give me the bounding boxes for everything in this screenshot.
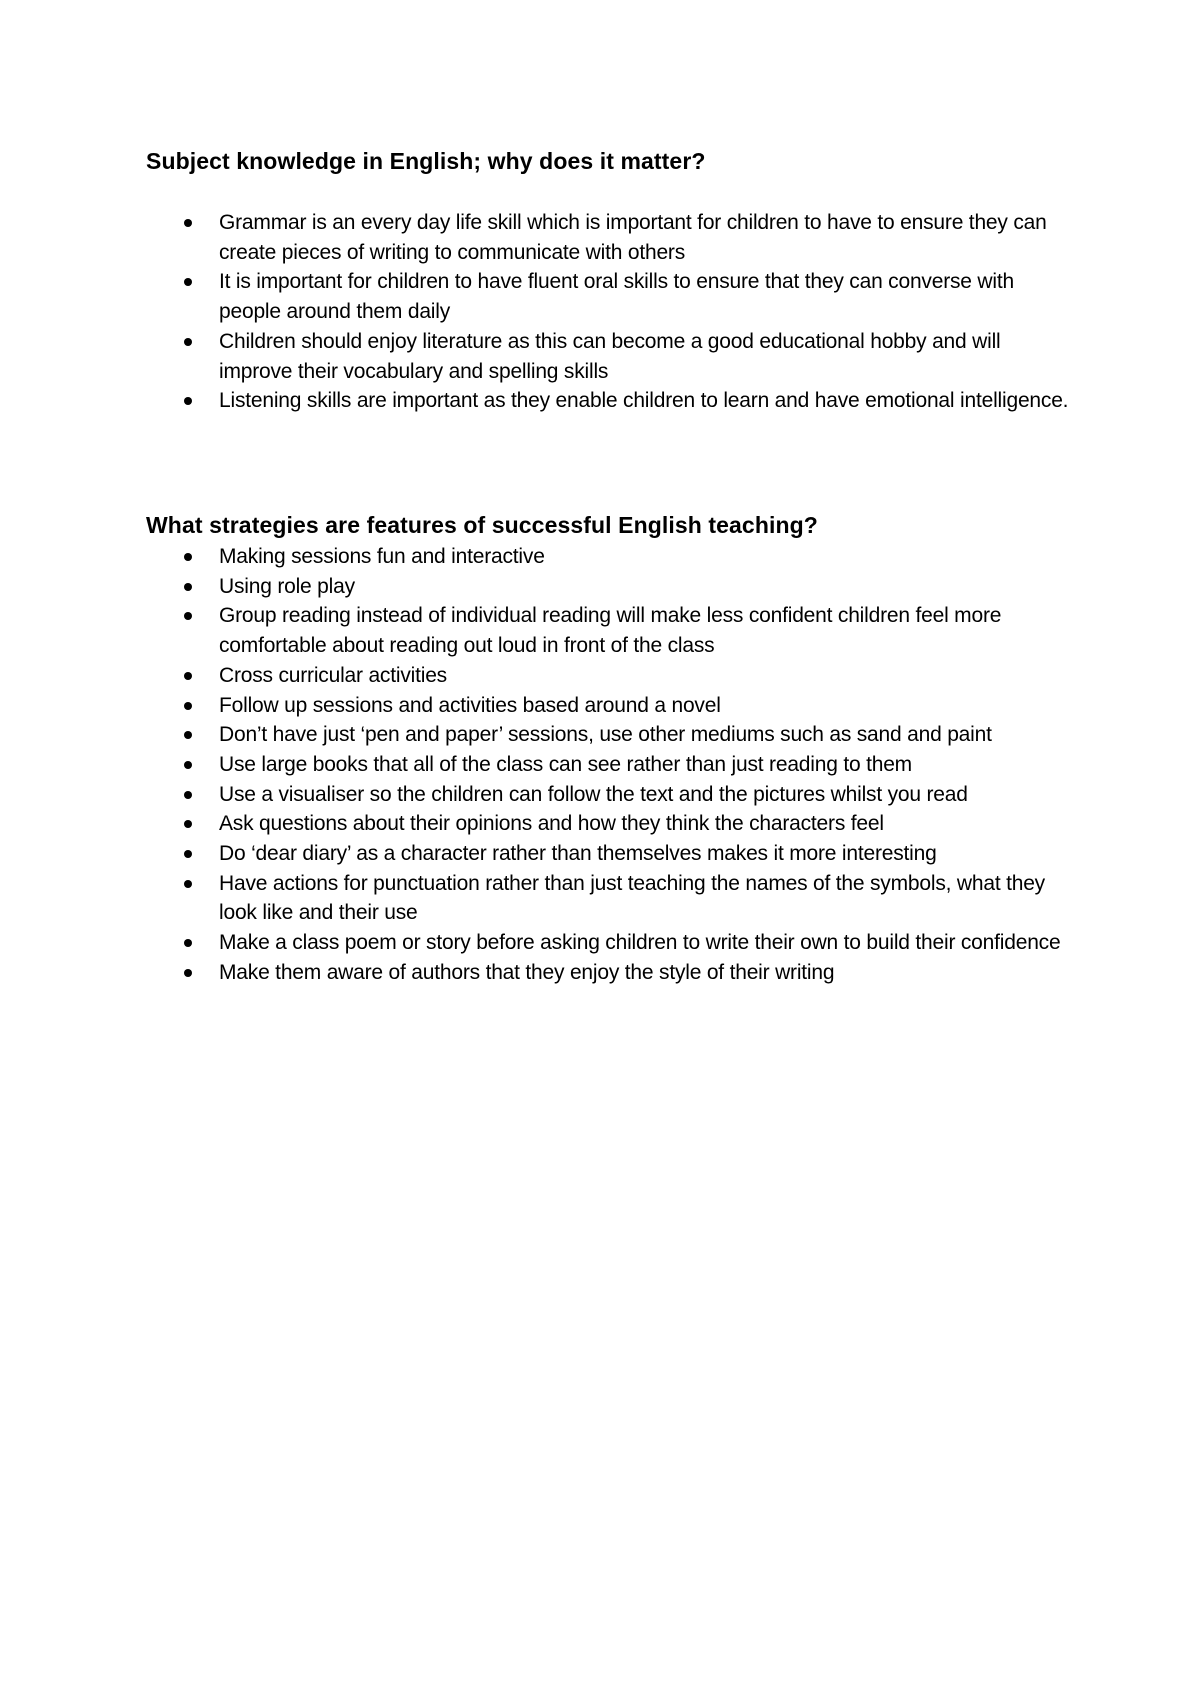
list-item-text: Make a class poem or story before asking children to write their own to build their confidence xyxy=(219,931,1061,955)
bullet-icon xyxy=(184,850,192,858)
list-item-text: Ask questions about their opinions and how they think the characters feel xyxy=(219,812,884,836)
list-item xyxy=(146,386,1076,416)
bullet-icon xyxy=(184,612,192,620)
bullet-icon xyxy=(184,338,192,346)
bullet-icon xyxy=(184,702,192,710)
list-item xyxy=(146,780,1076,810)
list-item xyxy=(146,809,1076,839)
list-item-text: Children should enjoy literature as this can become a good educational hobby and will improve their vocabulary and spelling skills xyxy=(219,329,1001,383)
list-item xyxy=(146,750,1076,780)
bullet-icon xyxy=(184,553,192,561)
list-item xyxy=(146,691,1076,721)
list-item xyxy=(146,208,1076,267)
list-item-text: It is important for children to have fluent oral skills to ensure that they can converse with people around them daily xyxy=(219,270,1014,324)
list-item xyxy=(146,661,1076,691)
bullet-icon xyxy=(184,820,192,828)
section-subject-knowledge xyxy=(146,144,1076,416)
list-item xyxy=(146,928,1076,958)
list-item xyxy=(146,572,1076,602)
bullet-icon xyxy=(184,219,192,227)
list-item-text: Group reading instead of individual reading will make less confident children feel more comfortable about reading out loud in front of the class xyxy=(219,604,1002,658)
list-item-text: Cross curricular activities xyxy=(219,663,447,687)
bullet-list xyxy=(146,542,1076,988)
bullet-icon xyxy=(184,583,192,591)
list-item xyxy=(146,958,1076,988)
bullet-list xyxy=(146,208,1076,416)
list-item-text: Listening skills are important as they enable children to learn and have emotional intelligence. xyxy=(219,389,1069,413)
bullet-icon xyxy=(184,880,192,888)
bullet-icon xyxy=(184,969,192,977)
list-item xyxy=(146,542,1076,572)
section-heading: What strategies are features of successful English teaching? xyxy=(146,512,818,538)
bullet-icon xyxy=(184,939,192,947)
bullet-icon xyxy=(184,731,192,739)
list-item-text: Do ‘dear diary’ as a character rather than themselves makes it more interesting xyxy=(219,842,937,866)
list-item-text: Make them aware of authors that they enjoy the style of their writing xyxy=(219,960,835,984)
bullet-icon xyxy=(184,761,192,769)
section-heading: Subject knowledge in English; why does it matter? xyxy=(146,148,706,174)
list-item xyxy=(146,601,1076,660)
section-strategies xyxy=(146,508,1076,988)
list-item-text: Don’t have just ‘pen and paper’ sessions, use other mediums such as sand and paint xyxy=(219,723,992,747)
list-item-text: Use large books that all of the class can see rather than just reading to them xyxy=(219,752,912,776)
list-item xyxy=(146,720,1076,750)
list-item xyxy=(146,267,1076,326)
list-item-text: Follow up sessions and activities based around a novel xyxy=(219,693,721,717)
list-item xyxy=(146,839,1076,869)
list-item-text: Grammar is an every day life skill which is important for children to have to ensure they can create pieces of writing to communicate with others xyxy=(219,211,1047,264)
list-item-text: Using role play xyxy=(219,574,355,598)
bullet-icon xyxy=(184,791,192,799)
bullet-icon xyxy=(184,397,192,405)
list-item xyxy=(146,869,1076,928)
list-item-text: Use a visualiser so the children can follow the text and the pictures whilst you read xyxy=(219,782,968,806)
list-item-text: Making sessions fun and interactive xyxy=(219,545,545,568)
bullet-icon xyxy=(184,672,192,680)
list-item xyxy=(146,327,1076,386)
bullet-icon xyxy=(184,278,192,286)
list-item-text: Have actions for punctuation rather than just teaching the names of the symbols, what they look like and their use xyxy=(219,871,1045,925)
